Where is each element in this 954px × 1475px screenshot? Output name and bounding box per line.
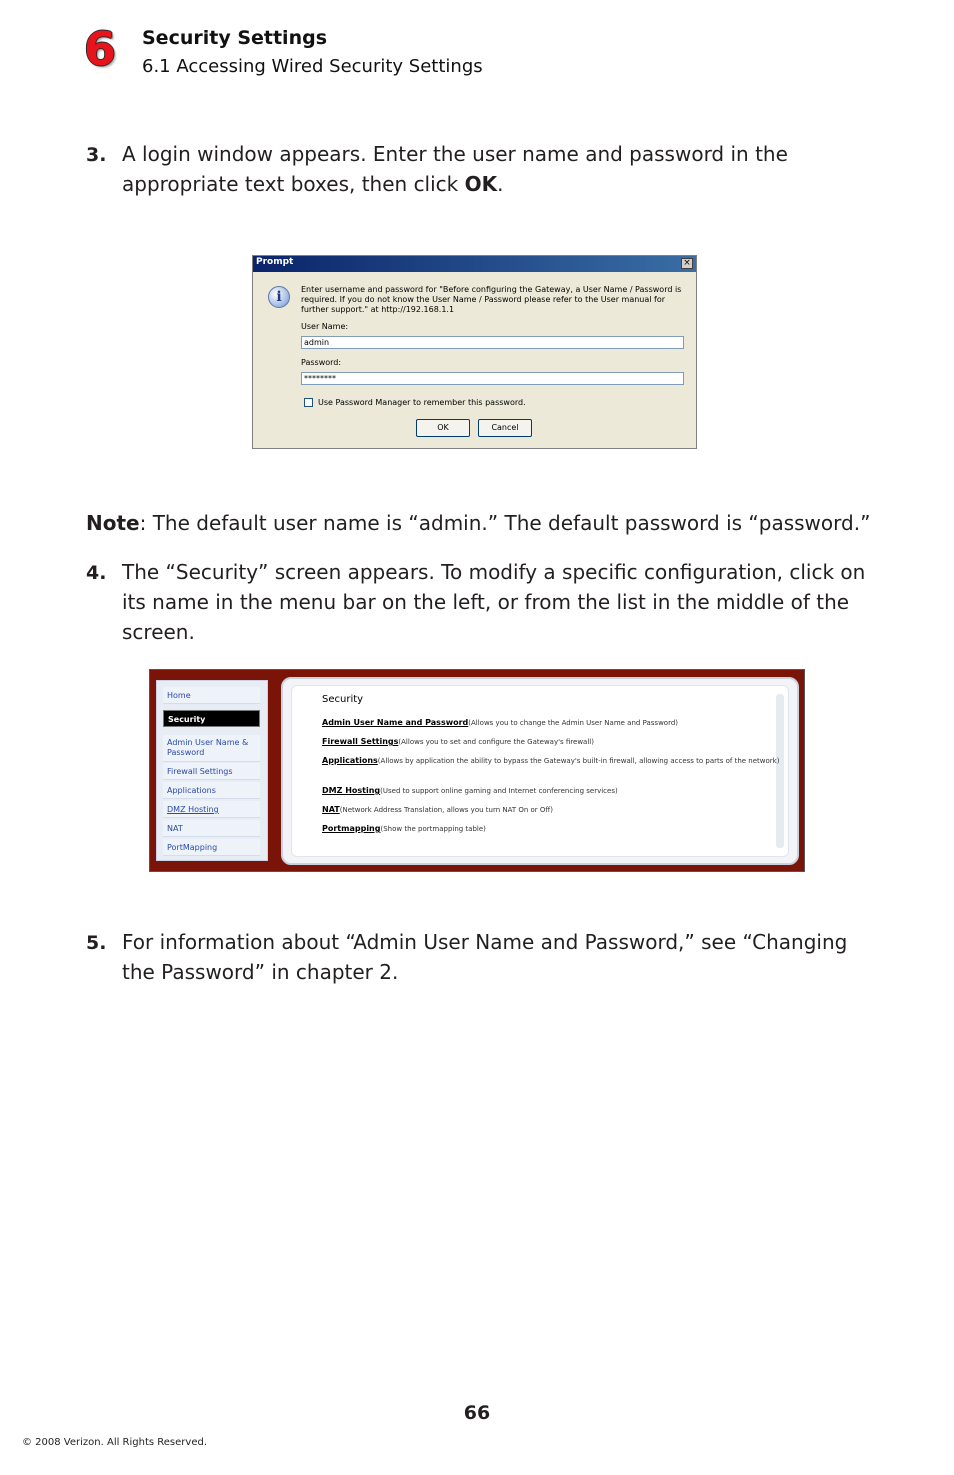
ok-button[interactable]: OK: [416, 419, 470, 437]
desc-portmapping: (Show the portmapping table): [380, 825, 486, 833]
step-4-number: 4.: [86, 562, 107, 584]
sidebar-item-nat[interactable]: NAT: [163, 820, 260, 837]
link-dmz-hosting[interactable]: DMZ Hosting: [322, 786, 381, 795]
note-text: : The default user name is “admin.” The default password is “password.”: [139, 511, 871, 535]
close-icon[interactable]: ×: [681, 258, 693, 269]
step-3-text-a: A login window appears. Enter the user name and password in the appropriate text boxes, then click: [122, 142, 788, 196]
chapter-number: 6: [84, 22, 117, 76]
security-item-applications: [322, 756, 782, 766]
step-3-text-b: .: [497, 172, 504, 196]
dialog-message: Enter username and password for "Before configuring the Gateway, a User Name / Password is required. If you do not know the User Name / Password please refer to the User manual for further support." at http://192.168.1.1: [301, 285, 682, 314]
security-screen: [149, 669, 805, 872]
note: [86, 508, 886, 538]
cancel-button[interactable]: Cancel: [478, 419, 532, 437]
dialog-titlebar: [253, 256, 696, 272]
security-item-dmz: [322, 786, 782, 796]
link-applications[interactable]: Applications: [322, 756, 378, 765]
desc-admin: (Allows you to change the Admin User Name and Password): [468, 719, 679, 727]
section-title: 6.1 Accessing Wired Security Settings: [142, 56, 483, 77]
desc-firewall: (Allows you to set and configure the Gateway's firewall): [398, 738, 594, 746]
step-5-text: For information about “Admin User Name and Password,” see “Changing the Password” in chapter 2.: [122, 930, 848, 984]
page-number: 66: [463, 1402, 491, 1424]
prompt-dialog: [252, 255, 697, 449]
sidebar-item-home[interactable]: Home: [163, 687, 260, 704]
remember-label: Use Password Manager to remember this password.: [318, 398, 526, 407]
note-label: Note: [86, 511, 140, 535]
sidebar-item-firewall-settings[interactable]: Firewall Settings: [163, 763, 260, 780]
security-content: [291, 685, 789, 857]
sidebar-item-dmz-hosting[interactable]: DMZ Hosting: [163, 801, 260, 818]
remember-checkbox[interactable]: [304, 398, 313, 407]
step-3-text: [122, 139, 882, 199]
desc-dmz: (Used to support online gaming and Internet conferencing services): [380, 787, 618, 795]
sidebar-item-portmapping[interactable]: PortMapping: [163, 839, 260, 856]
desc-applications: (Allows by application the ability to bypass the Gateway's built-in firewall, allowing access to parts of the network): [377, 757, 780, 765]
security-item-firewall: [322, 737, 782, 747]
security-item-admin: [322, 718, 782, 728]
security-item-portmapping: [322, 824, 782, 834]
sidebar-item-security[interactable]: Security: [163, 710, 260, 727]
desc-nat: (Network Address Translation, allows you turn NAT On or Off): [339, 806, 553, 814]
security-main-panel: [281, 677, 799, 865]
chapter-title: Security Settings: [142, 27, 328, 49]
dialog-title: Prompt: [256, 257, 294, 267]
step-4-text: The “Security” screen appears. To modify a specific configuration, click on its name in the menu bar on the left, or from the list in the middle of the screen.: [122, 560, 866, 644]
username-label: User Name:: [301, 322, 349, 331]
sidebar-item-admin-user-name-password[interactable]: Admin User Name & Password: [163, 735, 260, 762]
link-nat[interactable]: NAT: [322, 805, 340, 814]
step-3-ok-bold: OK: [464, 172, 498, 196]
security-title: Security: [322, 694, 364, 705]
step-5-number: 5.: [86, 932, 107, 954]
link-firewall-settings[interactable]: Firewall Settings: [322, 737, 399, 746]
link-admin-user-name-password[interactable]: Admin User Name and Password: [322, 718, 469, 727]
password-field[interactable]: ********: [301, 372, 684, 385]
username-field[interactable]: admin: [301, 336, 684, 349]
info-icon: i: [268, 286, 290, 308]
sidebar-item-applications[interactable]: Applications: [163, 782, 260, 799]
copyright: © 2008 Verizon. All Rights Reserved.: [22, 1437, 207, 1448]
security-item-nat: [322, 805, 782, 815]
password-label: Password:: [301, 358, 342, 367]
link-portmapping[interactable]: Portmapping: [322, 824, 381, 833]
security-sidebar: [156, 680, 268, 861]
step-3-number: 3.: [86, 144, 107, 166]
